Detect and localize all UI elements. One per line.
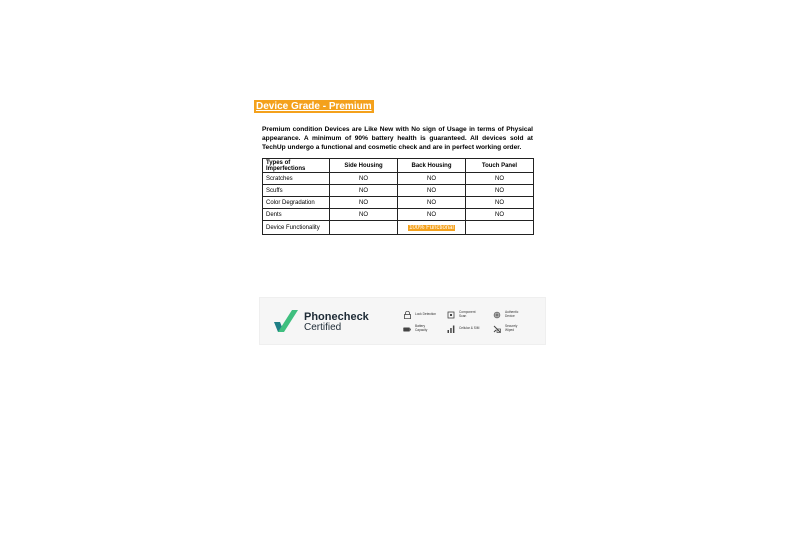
- functionality-row: [263, 221, 534, 235]
- phonecheck-brand: Phonecheck: [304, 311, 369, 323]
- lock-icon: [403, 311, 411, 319]
- cell-touch: NO: [466, 209, 534, 221]
- feature-lock-detection: [403, 311, 437, 319]
- functionality-cell: [398, 221, 466, 235]
- imperfections-table: [262, 158, 534, 235]
- header-touch-panel: Touch Panel: [466, 159, 534, 173]
- grade-description: Premium condition Devices are Like New with No sign of Usage in terms of Physical appearance. A minimum of 90% battery health is guaranteed. All devices sold at TechUp undergo a functional and cosmetic check and are in perfect working order.: [262, 126, 533, 151]
- cell-back: NO: [398, 197, 466, 209]
- cell-empty: [466, 221, 534, 235]
- cell-back: NO: [398, 209, 466, 221]
- cell-side: NO: [330, 197, 398, 209]
- phonecheck-sub: Certified: [304, 322, 342, 333]
- row-label: Scuffs: [263, 185, 330, 197]
- table-row: [263, 197, 534, 209]
- feature-label: Authentic Device: [505, 310, 519, 318]
- checkmark-logo-icon: [274, 310, 298, 332]
- cell-touch: NO: [466, 185, 534, 197]
- feature-label: Battery Capacity: [415, 324, 428, 332]
- row-label: Scratches: [263, 173, 330, 185]
- table-row: [263, 209, 534, 221]
- feature-label: Component Scan: [459, 310, 476, 318]
- feature-component-scan: [447, 311, 481, 319]
- battery-icon: [403, 325, 411, 333]
- cell-back: NO: [398, 185, 466, 197]
- feature-battery-capacity: [403, 325, 437, 333]
- header-side-housing: Side Housing: [330, 159, 398, 173]
- cell-side: NO: [330, 185, 398, 197]
- fingerprint-icon: [493, 311, 501, 319]
- cell-touch: NO: [466, 173, 534, 185]
- header-back-housing: Back Housing: [398, 159, 466, 173]
- header-imperfections: Types of Imperfections: [263, 159, 330, 173]
- grade-title: Device Grade - Premium: [256, 101, 372, 112]
- table-header-row: [263, 159, 534, 173]
- cell-side: NO: [330, 209, 398, 221]
- feature-label: Cellular & SIM: [459, 326, 480, 331]
- feature-securely-wiped: [493, 325, 527, 333]
- cell-back: NO: [398, 173, 466, 185]
- feature-cellular-sim: [447, 325, 481, 333]
- functionality-label: Device Functionality: [263, 221, 330, 235]
- phonecheck-banner: [259, 297, 546, 345]
- cell-touch: NO: [466, 197, 534, 209]
- table-row: [263, 185, 534, 197]
- feature-authentic-device: [493, 311, 527, 319]
- table-row: [263, 173, 534, 185]
- cell-empty: [330, 221, 398, 235]
- row-label: Color Degradation: [263, 197, 330, 209]
- feature-label: Lock Detection: [415, 312, 437, 317]
- chip-icon: [447, 311, 455, 319]
- cell-side: NO: [330, 173, 398, 185]
- signal-icon: [447, 325, 455, 333]
- functionality-badge: 100% Functional: [409, 224, 454, 231]
- row-label: Dents: [263, 209, 330, 221]
- wipe-icon: [493, 325, 501, 333]
- feature-label: Securely Wiped: [505, 324, 518, 332]
